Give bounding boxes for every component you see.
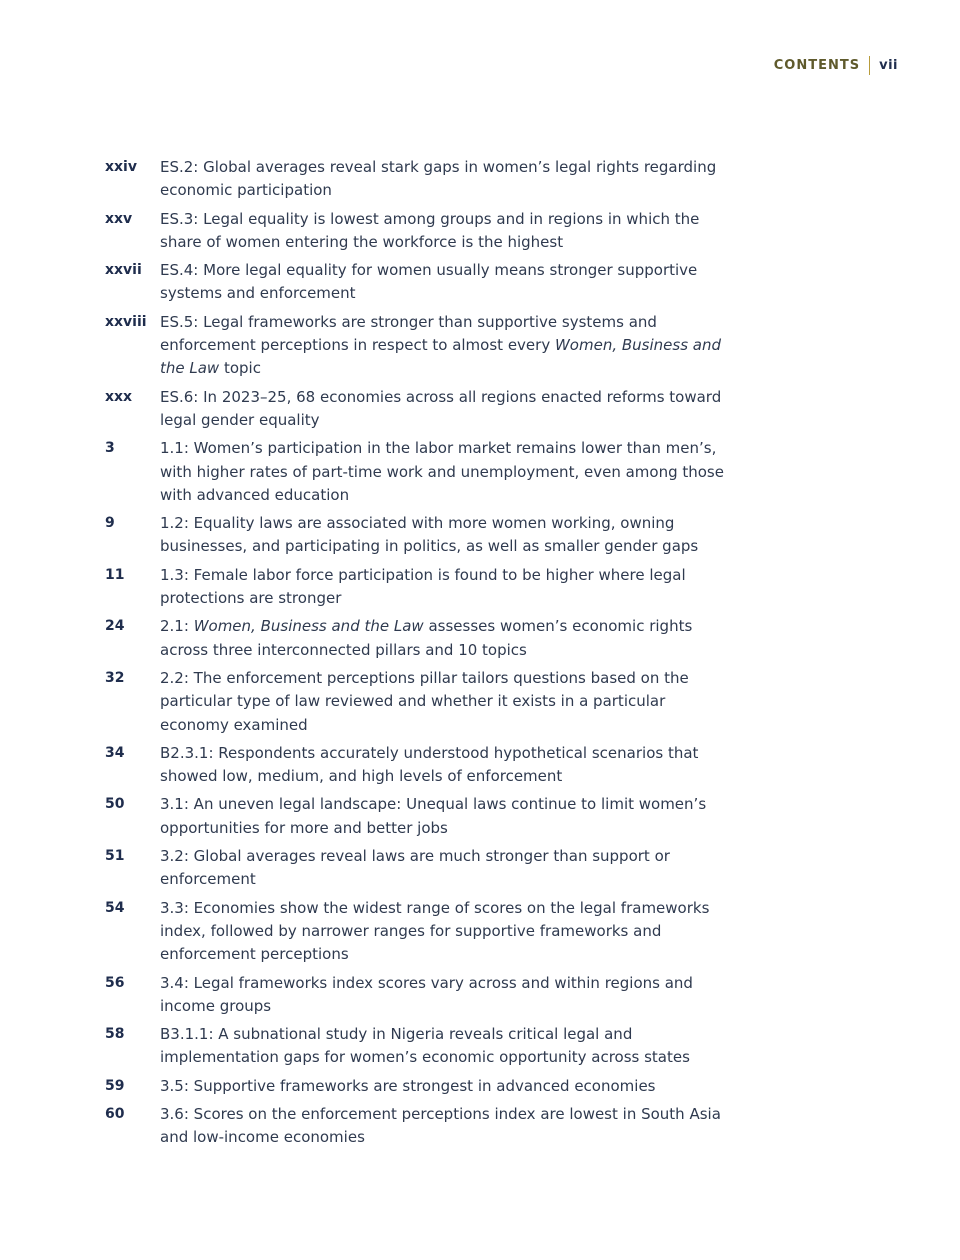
title-text: 1.3: Female labor force participation is found to be higher where legal protections are stronger	[160, 565, 686, 608]
report-title-italic: Women, Business and the Law	[193, 617, 424, 636]
toc-entry-page: 32	[105, 669, 125, 686]
running-header	[774, 56, 898, 75]
toc-entry[interactable]	[105, 793, 745, 840]
title-text: B2.3.1: Respondents accurately understood hypothetical scenarios that showed low, medium, and high levels of enforcement	[160, 743, 699, 786]
title-text: 3.3: Economies show the widest range of scores on the legal frameworks index, followed by narrower ranges for supportive frameworks and enforcement perceptions	[160, 898, 710, 964]
toc-entry-title	[160, 845, 726, 892]
header-divider	[869, 56, 870, 75]
toc-entry-title	[160, 564, 726, 611]
toc-entry-page: 56	[105, 974, 125, 991]
toc-entry-page: 9	[105, 515, 115, 532]
toc-entry-page: xxv	[105, 210, 133, 227]
toc-entry-page: 50	[105, 796, 125, 813]
toc-entry-page: 3	[105, 440, 115, 457]
section-label: CONTENTS	[773, 58, 861, 73]
toc-entry-page: 11	[105, 566, 125, 583]
toc-entry-title	[160, 667, 726, 737]
toc-entry[interactable]	[105, 1103, 745, 1150]
toc-entry-page: 59	[105, 1077, 125, 1094]
toc-entry-page: 60	[105, 1105, 125, 1122]
toc-entry[interactable]	[105, 208, 745, 255]
title-text: ES.2: Global averages reveal stark gaps in women’s legal rights regarding economic participation	[160, 158, 717, 200]
toc-entry-title	[160, 512, 726, 559]
toc-entry[interactable]	[105, 615, 745, 662]
toc-entry-title	[160, 793, 726, 840]
toc-entry-title	[160, 1103, 726, 1150]
toc-entry[interactable]	[105, 156, 745, 203]
report-title-italic: Women, Business and the Law	[160, 336, 721, 378]
title-text: ES.4: More legal equality for women usually means stronger supportive systems and enforcement	[160, 261, 698, 303]
title-text: ES.5: Legal frameworks are stronger than supportive systems and enforcement perceptions in respect to almost every	[160, 312, 657, 355]
toc-entry[interactable]	[105, 386, 745, 433]
toc-entry-title	[160, 615, 726, 662]
toc-entry-page: 24	[105, 618, 125, 635]
toc-entry-title	[160, 742, 726, 789]
toc-entry[interactable]	[105, 259, 745, 306]
title-text: 3.5: Supportive frameworks are strongest in advanced economies	[160, 1076, 656, 1095]
toc-entry-title	[160, 1075, 726, 1098]
title-text: topic	[219, 359, 261, 378]
title-text: 3.1: An uneven legal landscape: Unequal laws continue to limit women’s opportunities for more and better jobs	[160, 795, 707, 837]
toc-entry[interactable]	[105, 742, 745, 789]
toc-entry-title	[160, 897, 726, 967]
title-text: 1.1: Women’s participation in the labor market remains lower than men’s, with higher rates of part-time work and unemployment, even among those with advanced education	[160, 439, 724, 504]
title-text: 3.2: Global averages reveal laws are much stronger than support or enforcement	[160, 847, 670, 889]
toc-entry-title	[160, 386, 726, 433]
title-text: assesses women’s economic rights across three interconnected pillars and 10 topics	[160, 617, 693, 659]
title-text: 3.6: Scores on the enforcement perceptions index are lowest in South Asia and low-income economies	[160, 1104, 721, 1147]
toc-entry-page: xxviii	[105, 313, 147, 330]
toc-entry-page: 54	[105, 899, 125, 916]
toc-entry-page: 34	[105, 744, 125, 761]
toc-entry-title	[160, 311, 726, 381]
title-text: ES.3: Legal equality is lowest among groups and in regions in which the share of women entering the workforce is the highest	[160, 209, 700, 251]
toc-entry-title	[160, 972, 726, 1019]
toc-entry-title	[160, 208, 726, 255]
title-text: 1.2: Equality laws are associated with more women working, owning businesses, and participating in politics, as well as smaller gender gaps	[160, 514, 699, 556]
toc-entry[interactable]	[105, 897, 745, 967]
toc-entry[interactable]	[105, 311, 745, 381]
toc-entry-title	[160, 1023, 726, 1070]
toc-entry-page: xxx	[105, 388, 133, 405]
figures-list	[105, 156, 745, 1155]
toc-entry[interactable]	[105, 667, 745, 737]
page-number: vii	[879, 58, 898, 73]
toc-entry-page: 58	[105, 1026, 125, 1043]
toc-entry-page: xxiv	[105, 159, 137, 175]
title-text: ES.6: In 2023–25, 68 economies across all regions enacted reforms toward legal gender equality	[160, 387, 722, 429]
toc-entry[interactable]	[105, 972, 745, 1019]
toc-entry[interactable]	[105, 512, 745, 559]
toc-entry[interactable]	[105, 437, 745, 507]
toc-entry-title	[160, 437, 726, 507]
toc-entry[interactable]	[105, 564, 745, 611]
toc-entry[interactable]	[105, 1075, 745, 1098]
title-text: B3.1.1: A subnational study in Nigeria reveals critical legal and implementation gaps for women’s economic opportunity across states	[160, 1025, 690, 1067]
toc-entry-title	[160, 156, 726, 203]
title-text: 3.4: Legal frameworks index scores vary across and within regions and income groups	[160, 973, 693, 1015]
toc-entry-page: xxvii	[105, 262, 142, 279]
toc-entry[interactable]	[105, 845, 745, 892]
toc-entry[interactable]	[105, 1023, 745, 1070]
title-text: 2.1:	[160, 617, 194, 636]
title-text: 2.2: The enforcement perceptions pillar tailors questions based on the particular type of law reviewed and whether it exists in a particular economy examined	[160, 668, 689, 734]
toc-entry-title	[160, 259, 726, 306]
toc-entry-page: 51	[105, 848, 125, 865]
